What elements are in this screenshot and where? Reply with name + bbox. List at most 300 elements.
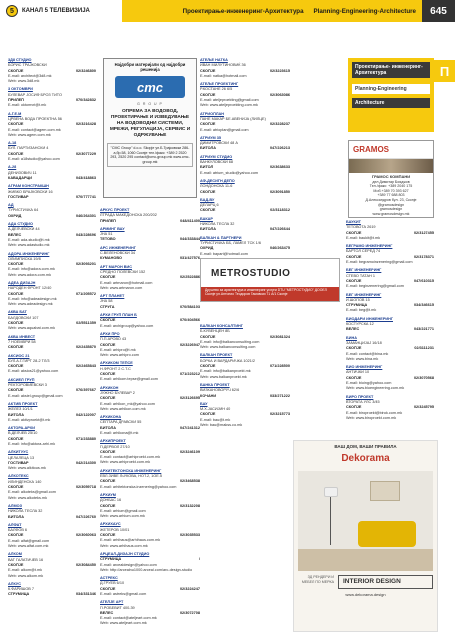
company-name[interactable]: АРХИКОМ ТЕПСЕ: [100, 361, 133, 366]
lamp-icon: [324, 487, 338, 497]
city: ВЕЛЕС: [346, 327, 360, 332]
phone-number[interactable]: 02/2465843: [75, 364, 96, 369]
company-name[interactable]: АЛКОМ: [8, 552, 22, 557]
address-line: ЈНА 58: [100, 299, 113, 304]
contact-line[interactable]: E-mail: ada-studio@t.mk: [8, 237, 50, 242]
phone-number[interactable]: 02/3226947: [179, 342, 200, 347]
phone-number[interactable]: 02/3223615: [269, 68, 290, 73]
dekorama-logo: Dekorama: [341, 453, 390, 464]
contact-line[interactable]: E-mail: artmaron@hotmail.com: [100, 280, 153, 285]
company-name[interactable]: АРХИПРОЕКТ: [100, 439, 126, 444]
company-name[interactable]: 3Д8 СТУДИО: [8, 58, 32, 62]
phone-number[interactable]: 047/610315: [413, 278, 434, 283]
contact-line[interactable]: E-mail: arhikom.tepse@gmail.com: [100, 377, 158, 382]
contact-line[interactable]: E-mail: contact@agem.com.mk: [8, 127, 61, 132]
company-name[interactable]: БАУ: [200, 401, 208, 406]
phone-number[interactable]: 02/3638633: [269, 165, 290, 170]
contact-line[interactable]: Web: www.ateljeproekting.com.mk: [200, 103, 258, 108]
company-name[interactable]: АКСИОС 21: [8, 353, 30, 358]
list-item: [8, 354, 96, 375]
company-name[interactable]: АРТ МАРОН ВИС: [100, 264, 132, 269]
company-name[interactable]: АД: [8, 203, 14, 208]
gramos-line: Д.Александров бул. 23, Скопје: [365, 197, 417, 202]
phone-number[interactable]: 071/233880: [75, 436, 96, 441]
contact-line[interactable]: Web: www.biroproekt.com.mk: [346, 415, 397, 420]
contact-line[interactable]: E-mail: aksiel.group@gmail.com: [8, 393, 63, 398]
phone-number[interactable]: 02/3059718: [75, 485, 96, 490]
address-line: ЛТРАДА МАКЕДОНСКА 200/202: [100, 213, 157, 218]
list-item: [8, 112, 96, 138]
company-name[interactable]: БЕГ ИНЖЕНЕРИНГ: [346, 292, 382, 297]
company-name[interactable]: А-28: [8, 165, 17, 170]
address-line: ОЛИМПИСКА 19/8: [8, 256, 41, 261]
phone-row: [8, 176, 96, 181]
company-name[interactable]: АТЕЛЈЕ АРТ: [100, 600, 124, 605]
address-line: ТЕТОВОТА 2619: [346, 225, 376, 230]
contact-line[interactable]: E-mail: contact@ateljeart.com.mk: [100, 616, 157, 621]
phone-number[interactable]: 070/777741: [75, 194, 96, 199]
contact-line[interactable]: Web: www.agem.com.mk: [8, 132, 51, 137]
phone-number[interactable]: 033/271222: [269, 393, 290, 398]
company-name[interactable]: АКТОРА-АРХИ: [8, 426, 35, 431]
list-item: [200, 217, 290, 233]
phone-number[interactable]: 047/226213: [269, 146, 290, 151]
list-item: [346, 293, 434, 314]
list-item: [346, 317, 434, 333]
phone-number[interactable]: 02/3077229: [75, 151, 96, 156]
metrostudio-ad[interactable]: [200, 258, 340, 302]
contact-line[interactable]: E-mail: aksios21@yahoo.com: [8, 369, 59, 374]
dekorama-footer: [298, 575, 433, 589]
contact-line[interactable]: E-mail: ateljeproekting@gmail.com: [200, 98, 259, 103]
cmc-group-ad[interactable]: [103, 58, 197, 198]
cmc-group-label: G R O U P: [137, 102, 163, 106]
phone-number[interactable]: 070/342832: [75, 98, 96, 103]
list-item: [8, 58, 96, 84]
phone-number[interactable]: 02/3246109: [179, 449, 200, 454]
phone-number[interactable]: 02/3111231: [414, 346, 434, 351]
address-line: НИКОЛА ТЕСЛА 32: [8, 509, 43, 514]
contact-line[interactable]: Web: www.alfat.com.mk: [8, 544, 49, 549]
phone-number[interactable]: 02/3063086: [269, 92, 290, 97]
list-item: [200, 179, 290, 195]
company-name[interactable]: БАКАР: [200, 216, 213, 221]
city: БИТОЛА: [100, 425, 116, 430]
address-line: А.ДЕЛЧЕВСКИ 44: [8, 227, 40, 232]
contact-line[interactable]: Web: www.alkom.mk: [8, 573, 44, 578]
contact-line[interactable]: Web: www.alkoteks.mk: [8, 495, 47, 500]
city: СКОПЈЕ: [200, 92, 216, 97]
city: СКОПЈЕ: [8, 345, 24, 350]
list-item: [100, 246, 200, 262]
phone-number[interactable]: 02/3215773: [269, 412, 290, 417]
list-item: [100, 522, 200, 548]
phone-number[interactable]: 044/333844: [179, 237, 200, 242]
company-name[interactable]: АКСИЕЛ ГРУП: [8, 377, 35, 382]
city: ОХРИД: [200, 246, 214, 251]
gramos-line: www.gramosdesign.mk: [372, 211, 410, 216]
contact-line[interactable]: E-mail: arcealdesign@yahoo.com: [100, 562, 157, 567]
contact-line[interactable]: Web: bau@makss.co.mk: [200, 423, 243, 428]
contact-line[interactable]: E-mail: contact@arhiproekt.com.mk: [100, 455, 161, 460]
contact-line[interactable]: E-mail: info@balkanproekt.mk: [200, 369, 251, 374]
phone-number[interactable]: 042/214300: [75, 460, 96, 465]
company-name[interactable]: АРТ ПЛАНЕТ: [100, 294, 125, 299]
city: СКОПЈЕ: [200, 364, 216, 369]
phone-number[interactable]: 071/228500: [269, 364, 290, 369]
company-name[interactable]: БИОДАРИ ИНЖЕНЕРИНГ: [346, 316, 393, 321]
contact-line[interactable]: Web: www.arhikon.com.mk: [100, 406, 146, 411]
city: СТРУМИЦА: [346, 303, 368, 308]
contact-line[interactable]: Web: www.arhihaus.com.mk: [100, 543, 148, 548]
phone-number[interactable]: 076/397667: [75, 388, 96, 393]
contact-line[interactable]: Web: www.arhiproekt.com.mk: [100, 460, 151, 465]
phone-number[interactable]: 02/2435870: [75, 345, 96, 350]
dekorama-ad[interactable]: [293, 440, 438, 632]
contact-line[interactable]: Web: www.adora.com.mk: [8, 272, 51, 277]
contact-line[interactable]: E-mail: a18studio@yahoo.com: [8, 157, 60, 162]
list-item: [200, 112, 290, 133]
contact-line[interactable]: E-mail: bioing@yahoo.com: [346, 381, 392, 386]
list-item: [200, 353, 290, 379]
list-item: [8, 552, 96, 578]
listing-column-4: [346, 220, 434, 424]
header-channel: [0, 0, 122, 22]
phone-number[interactable]: 02/3118312: [270, 208, 290, 213]
list-item: [8, 203, 96, 219]
city: СКОПЈЕ: [346, 254, 362, 259]
address-line: ПАНЕ МАКАР БЕ.АВЕНИЈА (ЛИЛЦЕ): [200, 116, 266, 121]
address-line: Р.КОСТАНЕ 26 6/5: [200, 87, 233, 92]
company-name[interactable]: БАНКА ПРОЕКТ: [200, 382, 230, 387]
address-line: ДЕЛАРЦ 6: [200, 203, 219, 208]
company-name[interactable]: АДОРА ИНЖЕНЕРИНГ: [8, 251, 50, 256]
phone-number[interactable]: 046/263475: [269, 246, 290, 251]
list-item: [100, 493, 200, 519]
company-name[interactable]: БАД-ВУ: [200, 197, 215, 202]
company-name[interactable]: БИО ИНЖЕНЕРИНГ: [346, 365, 383, 370]
company-name[interactable]: АДЕА ДИЗАЈН: [8, 280, 36, 285]
company-name[interactable]: БАЛКАН КОНСАЛТИНГ: [200, 324, 243, 328]
address-line: ИЛИНДЕНСКА 140: [8, 479, 42, 484]
phone-number[interactable]: /: [198, 557, 200, 562]
phone-row: [100, 256, 200, 261]
contact-line[interactable]: E-mail: info@balkanconsulting.com: [200, 339, 260, 344]
phone-number[interactable]: 071/205572: [75, 291, 96, 296]
list-item: [8, 450, 96, 471]
list-item: [346, 244, 434, 265]
phone-row: [100, 237, 200, 242]
list-item: [8, 87, 96, 108]
contact-line[interactable]: E-mail: atrium_studio@yahoo.com: [200, 170, 259, 175]
contact-line[interactable]: E-mail: alkom@t.mk: [8, 568, 43, 573]
list-item: [8, 335, 96, 351]
city: СКОПЈЕ: [346, 278, 362, 283]
city: СКОПЈЕ: [100, 503, 116, 508]
phone-number[interactable]: 02/3084450: [75, 562, 96, 567]
city: СКОПЈЕ: [100, 586, 116, 591]
address-line: ЦЕЛАЛЕЦА 13: [8, 455, 35, 460]
phone-row: [8, 592, 96, 597]
list-item: [200, 324, 290, 350]
phone-number[interactable]: 047/226760: [75, 514, 96, 519]
city: СТРУГА: [100, 304, 115, 309]
list-item: [100, 415, 200, 436]
contact-line[interactable]: E-mail: arhikona@t.mk: [100, 430, 139, 435]
list-item: [8, 523, 96, 549]
contact-line[interactable]: E-mail: alfat@gmail.com: [8, 538, 50, 543]
phone-row: [200, 394, 290, 399]
company-name[interactable]: БАУКИТ: [346, 220, 361, 224]
phone-number[interactable]: 043/228696: [75, 232, 96, 237]
address-line: Д.ГРУЕВ 6/10: [100, 581, 125, 586]
list-item: [100, 469, 200, 490]
phone-number[interactable]: 02/3126695: [179, 396, 200, 401]
company-name[interactable]: АКТИВ ПРОЕКТ: [8, 401, 38, 406]
contact-line[interactable]: E-mail: oktomvri@t.mk: [8, 103, 47, 108]
company-name[interactable]: БИРО ПРОЕКТ: [346, 394, 374, 399]
contact-line[interactable]: E-mail: bau@t.mk: [200, 417, 231, 422]
phone-number[interactable]: 031/427576: [179, 256, 200, 261]
contact-line[interactable]: E-mail: arhipro@t.mk: [100, 347, 136, 352]
city: СКОПЈЕ: [8, 562, 24, 567]
company-name[interactable]: АРМИНГ ВАУ: [100, 226, 125, 231]
city: КОЧАНИ: [200, 393, 217, 398]
contact-line[interactable]: E-mail: beg@t.mk: [346, 308, 377, 313]
company-name[interactable]: АРКУС ПРОЕКТ: [100, 208, 130, 212]
phone-number[interactable]: 048/411400: [180, 218, 200, 223]
phone-number[interactable]: 02/2522886: [179, 275, 200, 280]
company-name[interactable]: БАЛКАН ПРОЕКТ: [200, 353, 233, 358]
list-item: [100, 227, 200, 243]
phone-row: [8, 214, 96, 219]
city: СКОПЈЕ: [346, 346, 362, 351]
phone-number[interactable]: 047/241312: [179, 425, 200, 430]
city: ГОСТИВАР: [8, 460, 29, 465]
phone-number[interactable]: 046/264301: [75, 213, 96, 218]
contact-line[interactable]: E-mail: arhium@gmail.com: [100, 508, 146, 513]
phone-number[interactable]: 02/3224247: [179, 586, 200, 591]
company-name[interactable]: А-18: [8, 141, 17, 146]
company-name[interactable]: АРЦЕАЛ-ДИЗАЈН СТУДИО: [100, 551, 150, 556]
contact-line[interactable]: Web: www.balkanconsulting.com: [200, 345, 256, 350]
city: СКОПЈЕ: [8, 262, 24, 267]
company-name[interactable]: БАЛКАН & ПАРТНЕРИ: [200, 235, 242, 240]
contact-line[interactable]: E-mail: aktivproekt@t.mk: [8, 417, 51, 422]
city: СКОПЈЕ: [8, 388, 24, 393]
contact-line[interactable]: E-mail: info@adora.com.mk: [8, 267, 55, 272]
contact-line[interactable]: Web: www.3d8.mk: [8, 79, 40, 84]
city: СКОПЈЕ: [8, 68, 24, 73]
company-name[interactable]: АРХИУМ: [100, 492, 116, 497]
contact-line[interactable]: E-mail: biroproekt@birok.com.mk: [346, 410, 403, 415]
address-line: СТЕВО ТАТАН 1: [346, 273, 375, 278]
company-name[interactable]: А.Г.Е.М: [8, 111, 22, 116]
phone-number[interactable]: 071/223212: [179, 372, 200, 377]
city: СКОПЈЕ: [8, 436, 24, 441]
company-name[interactable]: АТЕЉЕ ПРОЕКТИНГ: [200, 82, 239, 87]
phone-number[interactable]: 02/3035533: [179, 533, 200, 538]
gramos-photo: [349, 159, 433, 173]
contact-line[interactable]: E-mail: arhikon_mk@yahoo.com: [100, 401, 155, 406]
company-name[interactable]: АГРАМ КОНСТРАКШН: [8, 184, 49, 189]
company-name[interactable]: 3 ОКТОМВРИ: [8, 87, 33, 92]
gramos-line: Моб.+389 70 393 627: [373, 188, 409, 193]
address-line: ЈУЖНО БУЛЕВАР 2: [100, 390, 135, 395]
list-item: [100, 265, 200, 291]
contact-line[interactable]: Web: www.ateljeart.com.mk: [100, 621, 147, 626]
company-name[interactable]: АТРИОПЛАН: [200, 111, 224, 116]
contact-line[interactable]: Web: www.adastudio.mk: [8, 243, 50, 248]
phone-number[interactable]: 02/3468538: [179, 479, 200, 484]
address-line: ЛОНДОНСКА 11-6: [200, 184, 233, 189]
phone-number[interactable]: 047/226644: [269, 227, 290, 232]
address-line: АНТИЧКИ 10: [346, 370, 370, 375]
company-name[interactable]: АЛКИТУУС: [8, 450, 29, 455]
company-name[interactable]: АКВА БАТ: [8, 310, 27, 315]
gramos-line: @gramosdesign: [377, 202, 405, 207]
contact-line[interactable]: Web: www.adeadesign.mk: [8, 302, 53, 307]
phone-number[interactable]: 02/5511359: [76, 321, 96, 326]
contact-line[interactable]: Web: www.bina.mk: [346, 356, 379, 361]
company-name[interactable]: АРХИТЕКТОНСКА ИНЖЕНЕРИНГ: [100, 468, 162, 473]
list-item: [346, 220, 434, 241]
phone-number[interactable]: 02/3132208: [179, 503, 200, 508]
list-item: [100, 208, 200, 224]
contact-line[interactable]: E-mail: contact@bina.mk: [346, 351, 389, 356]
phone-number[interactable]: 02/3245795: [413, 405, 434, 410]
company-name[interactable]: АРХИКОНА: [100, 415, 122, 420]
contact-line[interactable]: Web: www.artmaron.com: [100, 285, 143, 290]
address-line: СЕПТАРА ДРАВСКИ 55: [100, 420, 142, 425]
phone-number[interactable]: 042/122007: [75, 412, 96, 417]
contact-line[interactable]: E-mail: info@aktora-arhi.mk: [8, 442, 56, 446]
phone-number[interactable]: 02/3081324: [269, 334, 290, 339]
phone-number[interactable]: 034/331346: [75, 592, 96, 597]
phone-row: [200, 146, 290, 151]
banner-line-1: Проектирање- инженеринг-Архитектура: [352, 62, 430, 78]
phone-number[interactable]: 02/3093201: [75, 262, 96, 267]
contact-line[interactable]: E-mail: architect@3d8.mk: [8, 73, 52, 78]
company-name[interactable]: АЛФАТ: [8, 522, 22, 527]
city: БИТОЛ: [200, 165, 214, 170]
company-name[interactable]: АСТРЕКС: [100, 576, 118, 581]
contact-line[interactable]: E-mail: info@adeadesign.mk: [8, 296, 57, 301]
list-item: [8, 222, 96, 248]
dekorama-url[interactable]: www.dekorama.design: [345, 592, 386, 597]
list-item: [8, 402, 96, 423]
address-line: П.П.АРОВО 43: [100, 337, 127, 342]
list-item: [100, 600, 200, 626]
phone-number[interactable]: 070/404566: [179, 318, 200, 323]
contact-line[interactable]: Web: www.bioengineering.com.mk: [346, 386, 405, 391]
floor: [298, 549, 433, 571]
phone-row: [8, 195, 96, 200]
gramos-ad[interactable]: [348, 140, 434, 218]
company-name[interactable]: БЕГРАМО ИНЖЕНЕРИНГ: [346, 244, 393, 249]
company-name[interactable]: АТЕЉЕ НАТКА: [200, 58, 228, 62]
list-item: [100, 576, 200, 597]
phone-number[interactable]: 02/3060063: [75, 533, 96, 538]
contact-line[interactable]: Web: www.balkanproekt.mk: [200, 374, 247, 379]
company-name[interactable]: АТРИУМ СТУДИО: [200, 154, 233, 159]
company-name[interactable]: АРХИКОН: [100, 385, 119, 390]
phone-number[interactable]: 043/418863: [75, 175, 96, 180]
contact-line[interactable]: E-mail: beginzenering@gmail.com: [346, 284, 404, 289]
address-line: ЈНА 51: [100, 232, 113, 237]
company-name[interactable]: АРС ИНЖЕНЕРИНГ: [100, 245, 136, 250]
list-item: [200, 236, 290, 257]
list-item: [346, 365, 434, 391]
company-name[interactable]: АТРИУМ 35: [200, 135, 221, 140]
channel-title: КАНАЛ 5 ТЕЛЕВИЗИЈА: [22, 8, 90, 14]
company-name[interactable]: АФ-ДЕСИГН ДЕПО: [200, 178, 235, 183]
company-name[interactable]: АДА СТУДИО: [8, 222, 33, 227]
city: БИТОЛА: [200, 227, 216, 232]
company-name[interactable]: АРХИ ГРУП ПЛАН Б: [100, 313, 137, 318]
ad-contact: "CMC Group" d.o.o. Skopje ул.Б.Трајковски 286-а,бр.58, 1060 Скопје тел./факс: +389 2 2520 293, 2520 295 contact@cmc-group.mk www.cmc-group.mk: [107, 143, 193, 167]
list-item: [100, 332, 200, 358]
metrostudio-address: Друштво за архитектура и инженеринг услуги DTU "МЕТРОСТУДИО" ДООЕЛ Скопје ул.Антонио Теодоров Гамовски 71 А/1 Скопје: [201, 287, 339, 301]
company-name[interactable]: АРХИХАУС: [100, 522, 121, 527]
contact-line[interactable]: Web: http://arcealnu1000.arceal.com/arc-design-studio: [100, 567, 193, 572]
city: ГОСТИВАР: [8, 194, 29, 199]
phone-number[interactable]: 02/3070568: [413, 375, 434, 380]
phone-number[interactable]: 043/221771: [413, 327, 434, 332]
contact-line[interactable]: Web: www.arhium.com.mk: [100, 514, 145, 519]
company-name[interactable]: АЛКОТЕКС: [8, 474, 29, 479]
contact-line[interactable]: E-mail: natka@hotmail.com: [200, 73, 247, 78]
contact-line[interactable]: Web: www.alkitous.mk: [8, 466, 46, 471]
phone-number[interactable]: 02/3072708: [179, 610, 200, 615]
contact-line[interactable]: E-mail: astreks@gmail.com: [100, 592, 147, 596]
phone-number[interactable]: 02/3178371: [413, 254, 434, 259]
contact-line[interactable]: E-mail: alkoteks@gmail.com: [8, 490, 56, 495]
city: СТРУМИЦА: [8, 592, 30, 597]
phone-number[interactable]: 02/3216428: [75, 122, 96, 127]
phone-number[interactable]: 070/584103: [179, 304, 200, 309]
company-name[interactable]: БИНА: [346, 335, 357, 340]
city: СКОПЈЕ: [8, 364, 24, 369]
city: СТРУМИЦА: [100, 557, 122, 562]
company-name[interactable]: АЛМОЗ: [8, 503, 22, 508]
contact-line[interactable]: Web: www.arhipro.com: [100, 353, 139, 358]
company-name[interactable]: АЛКУС: [8, 581, 21, 586]
contact-line[interactable]: Web: www.aquabat.com.mk: [8, 326, 55, 331]
address-line: БАРТОЛ СЕРЕД 74: [346, 249, 381, 254]
contact-line[interactable]: E-mail: arhitektonska.inzenering@yahoo.com: [100, 484, 177, 489]
list-item: [100, 552, 200, 573]
address-line: И.ШОПОВ 15: [346, 297, 370, 302]
company-name[interactable]: АРХИ ПРО: [100, 331, 120, 336]
phone-number[interactable]: 02/3091850: [269, 189, 290, 194]
company-name[interactable]: АКВА ИНВЕСТ: [8, 334, 36, 339]
contact-line[interactable]: E-mail: archigroup@yahoo.com: [100, 323, 154, 328]
contact-line[interactable]: E-mail: bapart@hotmail.com: [200, 251, 248, 256]
company-name[interactable]: БЕГ ИНЖЕНЕРИНГ: [346, 268, 382, 273]
contact-line[interactable]: E-mail: arhihaus@arhihaus.com.mk: [100, 538, 161, 543]
address-line: С.ВЕЛЕНОВСКИ 34: [100, 251, 135, 256]
contact-line[interactable]: E-mail: begramoinzenering@gmail.com: [346, 260, 413, 265]
phone-number[interactable]: 034/346615: [413, 303, 434, 308]
phone-number[interactable]: 02/3246800: [75, 68, 96, 73]
phone-number[interactable]: 02/3127455: [413, 230, 434, 235]
contact-line[interactable]: E-mail: baukit@t.mk: [346, 235, 381, 240]
phone-number[interactable]: 02/3228237: [269, 122, 290, 127]
contact-line[interactable]: E-mail: atrioplan@gmail.com: [200, 127, 249, 132]
gramos-line: Тел./факс: +389 2040 175: [369, 184, 413, 189]
list-item: [8, 474, 96, 500]
